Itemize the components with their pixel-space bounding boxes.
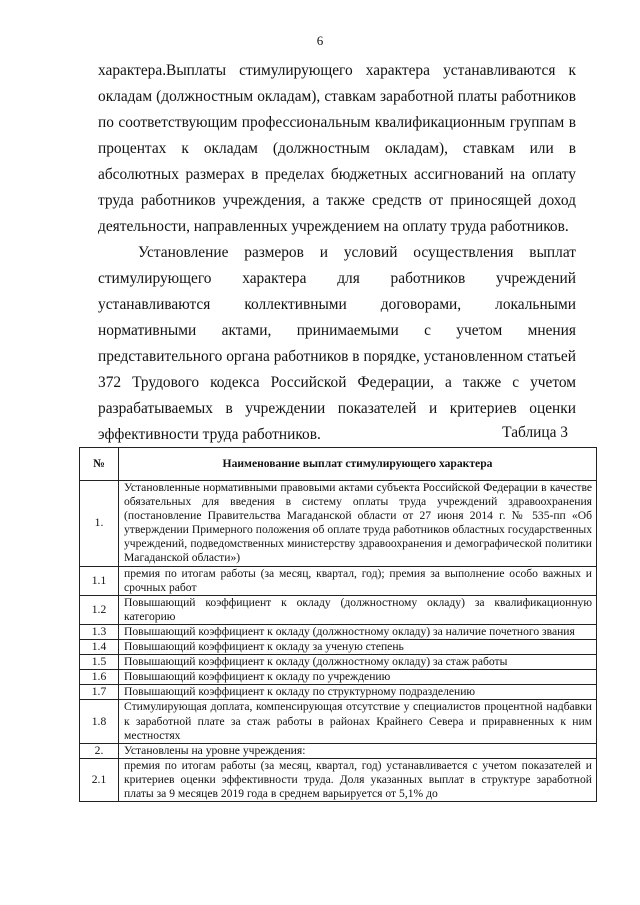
- row-number: 1.6: [80, 670, 119, 685]
- table-header-row: [80, 448, 597, 481]
- row-text: Стимулирующая доплата, компенсирующая отсутствие у специалистов процентной надбавки к заработной плате за стаж работы в районах Крайнего Севера и приравненных к ним местностях: [119, 700, 597, 743]
- row-text: Повышающий коэффициент к окладу по учреждению: [119, 670, 597, 685]
- table-row: [80, 640, 597, 655]
- row-number: 1.5: [80, 655, 119, 670]
- table-row: [80, 655, 597, 670]
- row-number: 1.8: [80, 700, 119, 743]
- stimulating-payments-table: [79, 447, 597, 802]
- row-number: 1.1: [80, 566, 119, 595]
- row-number: 1.2: [80, 595, 119, 624]
- row-text: Установленные нормативными правовыми актами субъекта Российской Федерации в качестве обязательных для введения в систему оплаты труда учреждений здравоохранения (постановление Правительства Магаданской области от 27 июня 2014 г. № 535-пп «Об утверждении Примерного положения об оплате труда работников областных государственных учреждений, подведомственных министерству здравоохранения и демографической политики Магаданской области»): [119, 481, 597, 567]
- row-text: Повышающий коэффициент к окладу (должностному окладу) за стаж работы: [119, 655, 597, 670]
- table-row: [80, 670, 597, 685]
- row-text: Повышающий коэффициент к окладу за ученую степень: [119, 640, 597, 655]
- page-number: 6: [316, 33, 324, 48]
- row-text: Установлены на уровне учреждения:: [119, 743, 597, 758]
- table-row: [80, 624, 597, 639]
- row-text: Повышающий коэффициент к окладу (должностному окладу) за наличие почетного звания: [119, 624, 597, 639]
- table-row: [80, 685, 597, 700]
- row-number: 1.4: [80, 640, 119, 655]
- paragraph-1: характера.Выплаты стимулирующего характера устанавливаются к окладам (должностным окладам), ставкам заработной платы работников по соответствующим профессиональным квалификационным группам в процентах к окладам (должностным окладам), ставкам или в абсолютных размерах в пределах бюджетных ассигнований на оплату труда работников учреждения, а также средств от приносящей доход деятельности, направленных учреждением на оплату труда работников.: [98, 62, 576, 235]
- header-number: №: [80, 448, 119, 481]
- row-number: 2.: [80, 743, 119, 758]
- row-text: премия по итогам работы (за месяц, квартал, год); премия за выполнение особо важных и срочных работ: [119, 566, 597, 595]
- header-name: Наименование выплат стимулирующего характера: [119, 448, 597, 481]
- table-caption: Таблица 3: [502, 424, 568, 441]
- row-number: 1.: [80, 481, 119, 567]
- body-text: [98, 58, 576, 448]
- row-number: 1.7: [80, 685, 119, 700]
- row-text: Повышающий коэффициент к окладу (должностному окладу) за квалификационную категорию: [119, 595, 597, 624]
- row-number: 1.3: [80, 624, 119, 639]
- row-text: премия по итогам работы (за месяц, квартал, год) устанавливается с учетом показателей и критериев оценки эффективности труда. Доля указанных выплат в структуре заработной платы за 9 месяцев 2019 года в среднем варьируется от 5,1% до: [119, 758, 597, 801]
- table-row: [80, 595, 597, 624]
- paragraph-2: Установление размеров и условий осуществления выплат стимулирующего характера для работников учреждений устанавливаются коллективными договорами, локальными нормативными актами, принимаемыми с учетом мнения представительного органа работников в порядке, установленном статьей 372 Трудового кодекса Российской Федерации, а также с учетом разрабатываемых в учреждении показателей и критериев оценки эффективности труда работников.: [98, 244, 576, 443]
- table-row: [80, 700, 597, 743]
- table-row: [80, 758, 597, 801]
- table-row: [80, 743, 597, 758]
- table-row: [80, 481, 597, 567]
- table-row: [80, 566, 597, 595]
- row-number: 2.1: [80, 758, 119, 801]
- row-text: Повышающий коэффициент к окладу по структурному подразделению: [119, 685, 597, 700]
